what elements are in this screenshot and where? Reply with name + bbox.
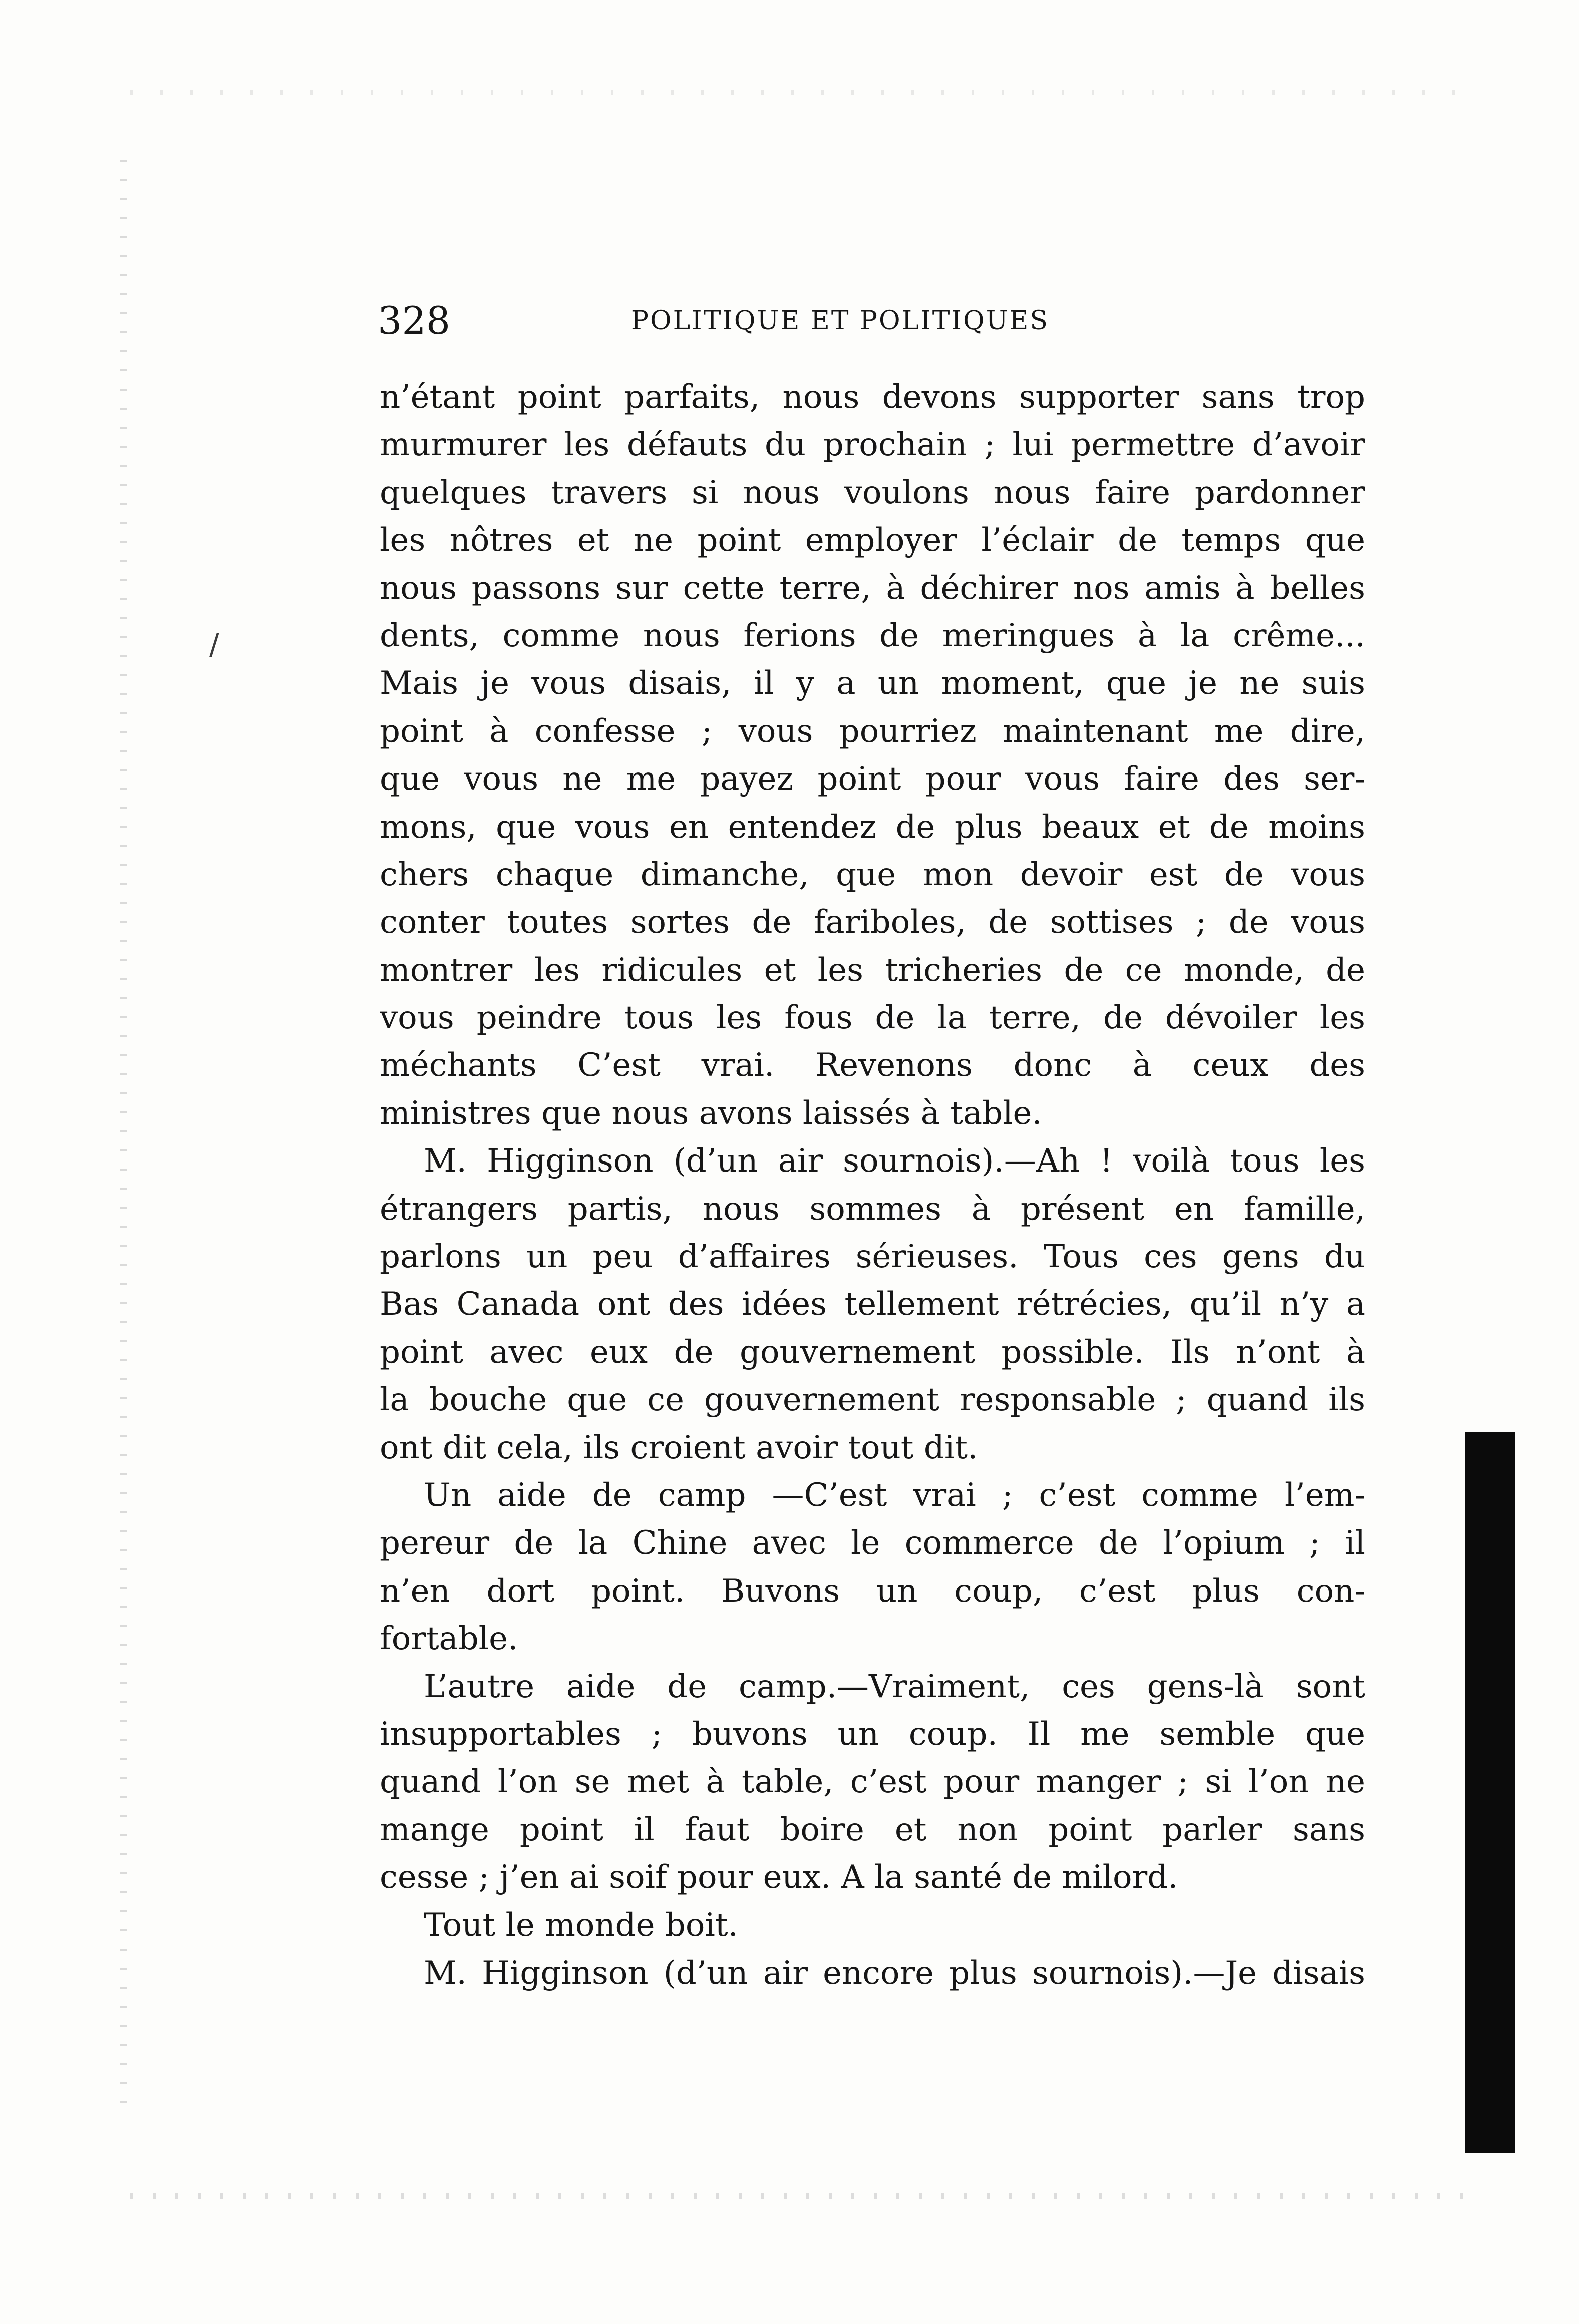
text-line: n’étant point parfaits, nous devons supporter sans trop: [380, 378, 1365, 416]
text-line: Tout le monde boit.: [424, 1906, 738, 1944]
text-line: chers chaque dimanche, que mon devoir est de vous: [380, 856, 1365, 893]
text-line: point avec eux de gouvernement possible. Ils n’ont à: [380, 1333, 1365, 1371]
text-line: M. Higginson (d’un air encore plus sournois).—Je disais: [424, 1954, 1365, 1992]
text-line: fortable.: [380, 1620, 518, 1658]
text-line: mons, que vous en entendez de plus beaux et de moins: [380, 808, 1365, 846]
text-line: M. Higginson (d’un air sournois).—Ah ! voilà tous les: [424, 1142, 1365, 1180]
running-head: POLITIQUE ET POLITIQUES: [631, 306, 1049, 336]
page-number: 328: [378, 298, 451, 343]
scan-noise-top: [130, 90, 1482, 95]
text-line: que vous ne me payez point pour vous faire des ser-: [380, 760, 1365, 798]
text-line: montrer les ridicules et les tricheries de ce monde, de: [380, 951, 1365, 989]
page-header: [371, 298, 1382, 343]
text-line: parlons un peu d’affaires sérieuses. Tous ces gens du: [380, 1238, 1365, 1276]
text-line: murmurer les défauts du prochain ; lui permettre d’avoir: [380, 426, 1365, 464]
text-line: méchants C’est vrai. Revenons donc à ceux des: [380, 1047, 1365, 1084]
margin-mark: /: [209, 627, 219, 661]
text-line: n’en dort point. Buvons un coup, c’est plus con-: [380, 1572, 1365, 1610]
text-line: étrangers partis, nous sommes à présent en famille,: [380, 1190, 1365, 1228]
text-line: L’autre aide de camp.—Vraiment, ces gens-là sont: [424, 1668, 1365, 1705]
text-line: la bouche que ce gouvernement responsable ; quand ils: [380, 1381, 1365, 1419]
text-line: ministres que nous avons laissés à table.: [380, 1094, 1042, 1132]
text-line: quand l’on se met à table, c’est pour manger ; si l’on ne: [380, 1763, 1365, 1801]
text-line: conter toutes sortes de fariboles, de sottises ; de vous: [380, 904, 1365, 941]
text-line: pereur de la Chine avec le commerce de l’opium ; il: [380, 1524, 1365, 1562]
text-line: Un aide de camp —C’est vrai ; c’est comme l’em-: [424, 1476, 1365, 1514]
scan-noise-left-margin: [120, 160, 127, 2113]
scan-noise-bottom: [130, 2193, 1482, 2199]
text-line: les nôtres et ne point employer l’éclair de temps que: [380, 522, 1365, 559]
text-line: nous passons sur cette terre, à déchirer nos amis à belles: [380, 569, 1365, 607]
text-line: quelques travers si nous voulons nous faire pardonner: [380, 474, 1365, 511]
body-text: [380, 373, 1365, 1997]
text-line: Bas Canada ont des idées tellement rétrécies, qu’il n’y a: [380, 1286, 1365, 1323]
text-line: Mais je vous disais, il y a un moment, que je ne suis: [380, 665, 1365, 702]
text-line: cesse ; j’en ai soif pour eux. A la santé de milord.: [380, 1859, 1178, 1896]
text-line: point à confesse ; vous pourriez maintenant me dire,: [380, 712, 1365, 750]
text-line: ont dit cela, ils croient avoir tout dit.: [380, 1429, 978, 1466]
scan-edge-shadow: [1465, 1432, 1515, 2153]
text-line: vous peindre tous les fous de la terre, de dévoiler les: [380, 999, 1365, 1037]
text-line: insupportables ; buvons un coup. Il me semble que: [380, 1715, 1365, 1753]
text-line: mange point il faut boire et non point parler sans: [380, 1811, 1365, 1848]
text-line: dents, comme nous ferions de meringues à la crême...: [380, 617, 1365, 654]
